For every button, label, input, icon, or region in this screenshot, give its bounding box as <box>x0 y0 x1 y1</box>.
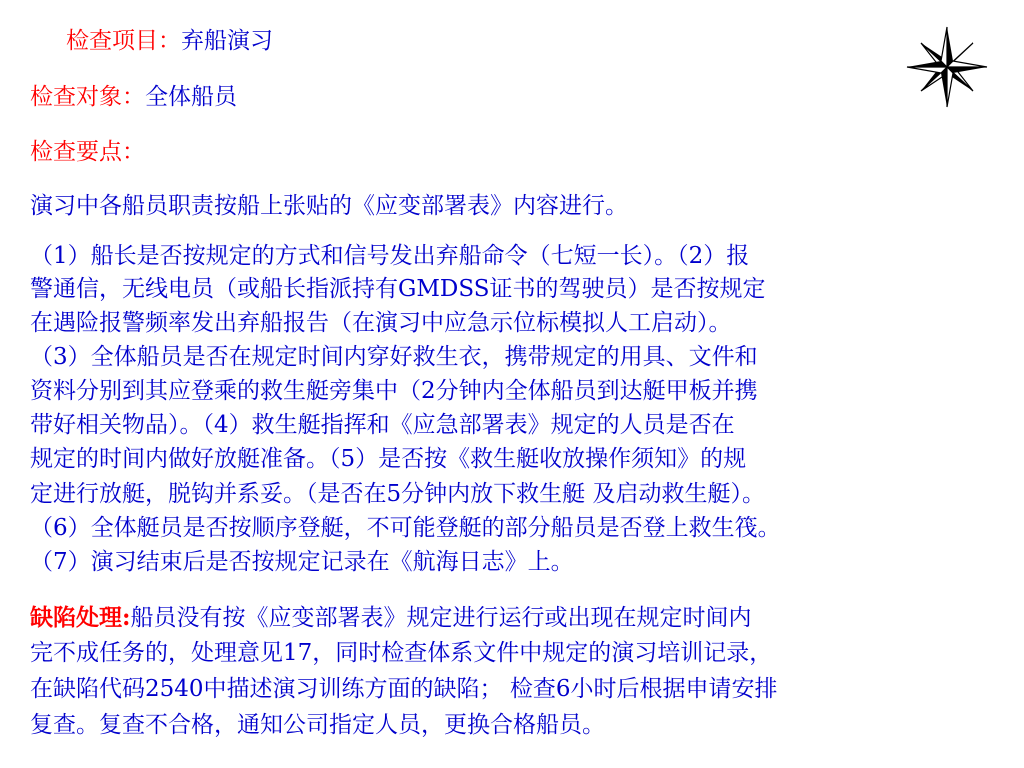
inspection-points-label: 检查要点： <box>30 139 145 165</box>
inspection-target-line <box>30 84 237 110</box>
body-line-9: （6）全体艇员是否按顺序登艇，不可能登艇的部分船员是否登上救生筏。 <box>30 515 781 541</box>
body-line-1: （1）船长是否按规定的方式和信号发出弃船命令（七短一长）。（2）报 <box>30 243 750 269</box>
body-line-2: 警通信，无线电员（或船长指派持有GMDSS证书的驾驶员）是否按规定 <box>30 276 766 302</box>
body-line-3: 在遇险报警频率发出弃船报告（在演习中应急示位标模拟人工启动）。 <box>30 310 732 336</box>
body-line-4: （3）全体船员是否在规定时间内穿好救生衣，携带规定的用具、文件和 <box>30 344 758 370</box>
defect-text-1: 船员没有按《应变部署表》规定进行运行或出现在规定时间内 <box>130 605 752 631</box>
body-line-7: 规定的时间内做好放艇准备。（5）是否按《救生艇收放操作须知》的规 <box>30 446 747 472</box>
intro-text: 演习中各船员职责按船上张贴的《应变部署表》内容进行。 <box>30 193 628 219</box>
inspection-target-label: 检查对象： <box>30 84 145 110</box>
inspection-item-value: 弃船演习 <box>181 28 273 54</box>
defect-handling-label: 缺陷处理: <box>30 604 131 631</box>
body-line-6: 带好相关物品）。（4）救生艇指挥和《应急部署表》规定的人员是否在 <box>30 412 735 438</box>
body-line-8: 定进行放艇，脱钩并系妥。（是否在5分钟内放下救生艇 及启动救生艇）。 <box>30 481 765 507</box>
inspection-item-line <box>66 28 273 54</box>
defect-text-4: 复查。复查不合格，通知公司指定人员，更换合格船员。 <box>30 712 605 738</box>
body-line-10: （7）演习结束后是否按规定记录在《航海日志》上。 <box>30 549 574 575</box>
inspection-item-label: 检查项目： <box>66 28 181 54</box>
inspection-target-value: 全体船员 <box>145 84 237 110</box>
defect-text-3: 在缺陷代码2540中描述演习训练方面的缺陷； 检查6小时后根据申请安排 <box>30 676 778 702</box>
defect-text-2: 完不成任务的，处理意见17，同时检查体系文件中规定的演习培训记录， <box>30 640 773 666</box>
compass-rose-icon <box>904 26 990 108</box>
defect-line-1 <box>30 605 752 631</box>
body-line-5: 资料分别到其应登乘的救生艇旁集中（2分钟内全体船员到达艇甲板并携 <box>30 378 758 404</box>
